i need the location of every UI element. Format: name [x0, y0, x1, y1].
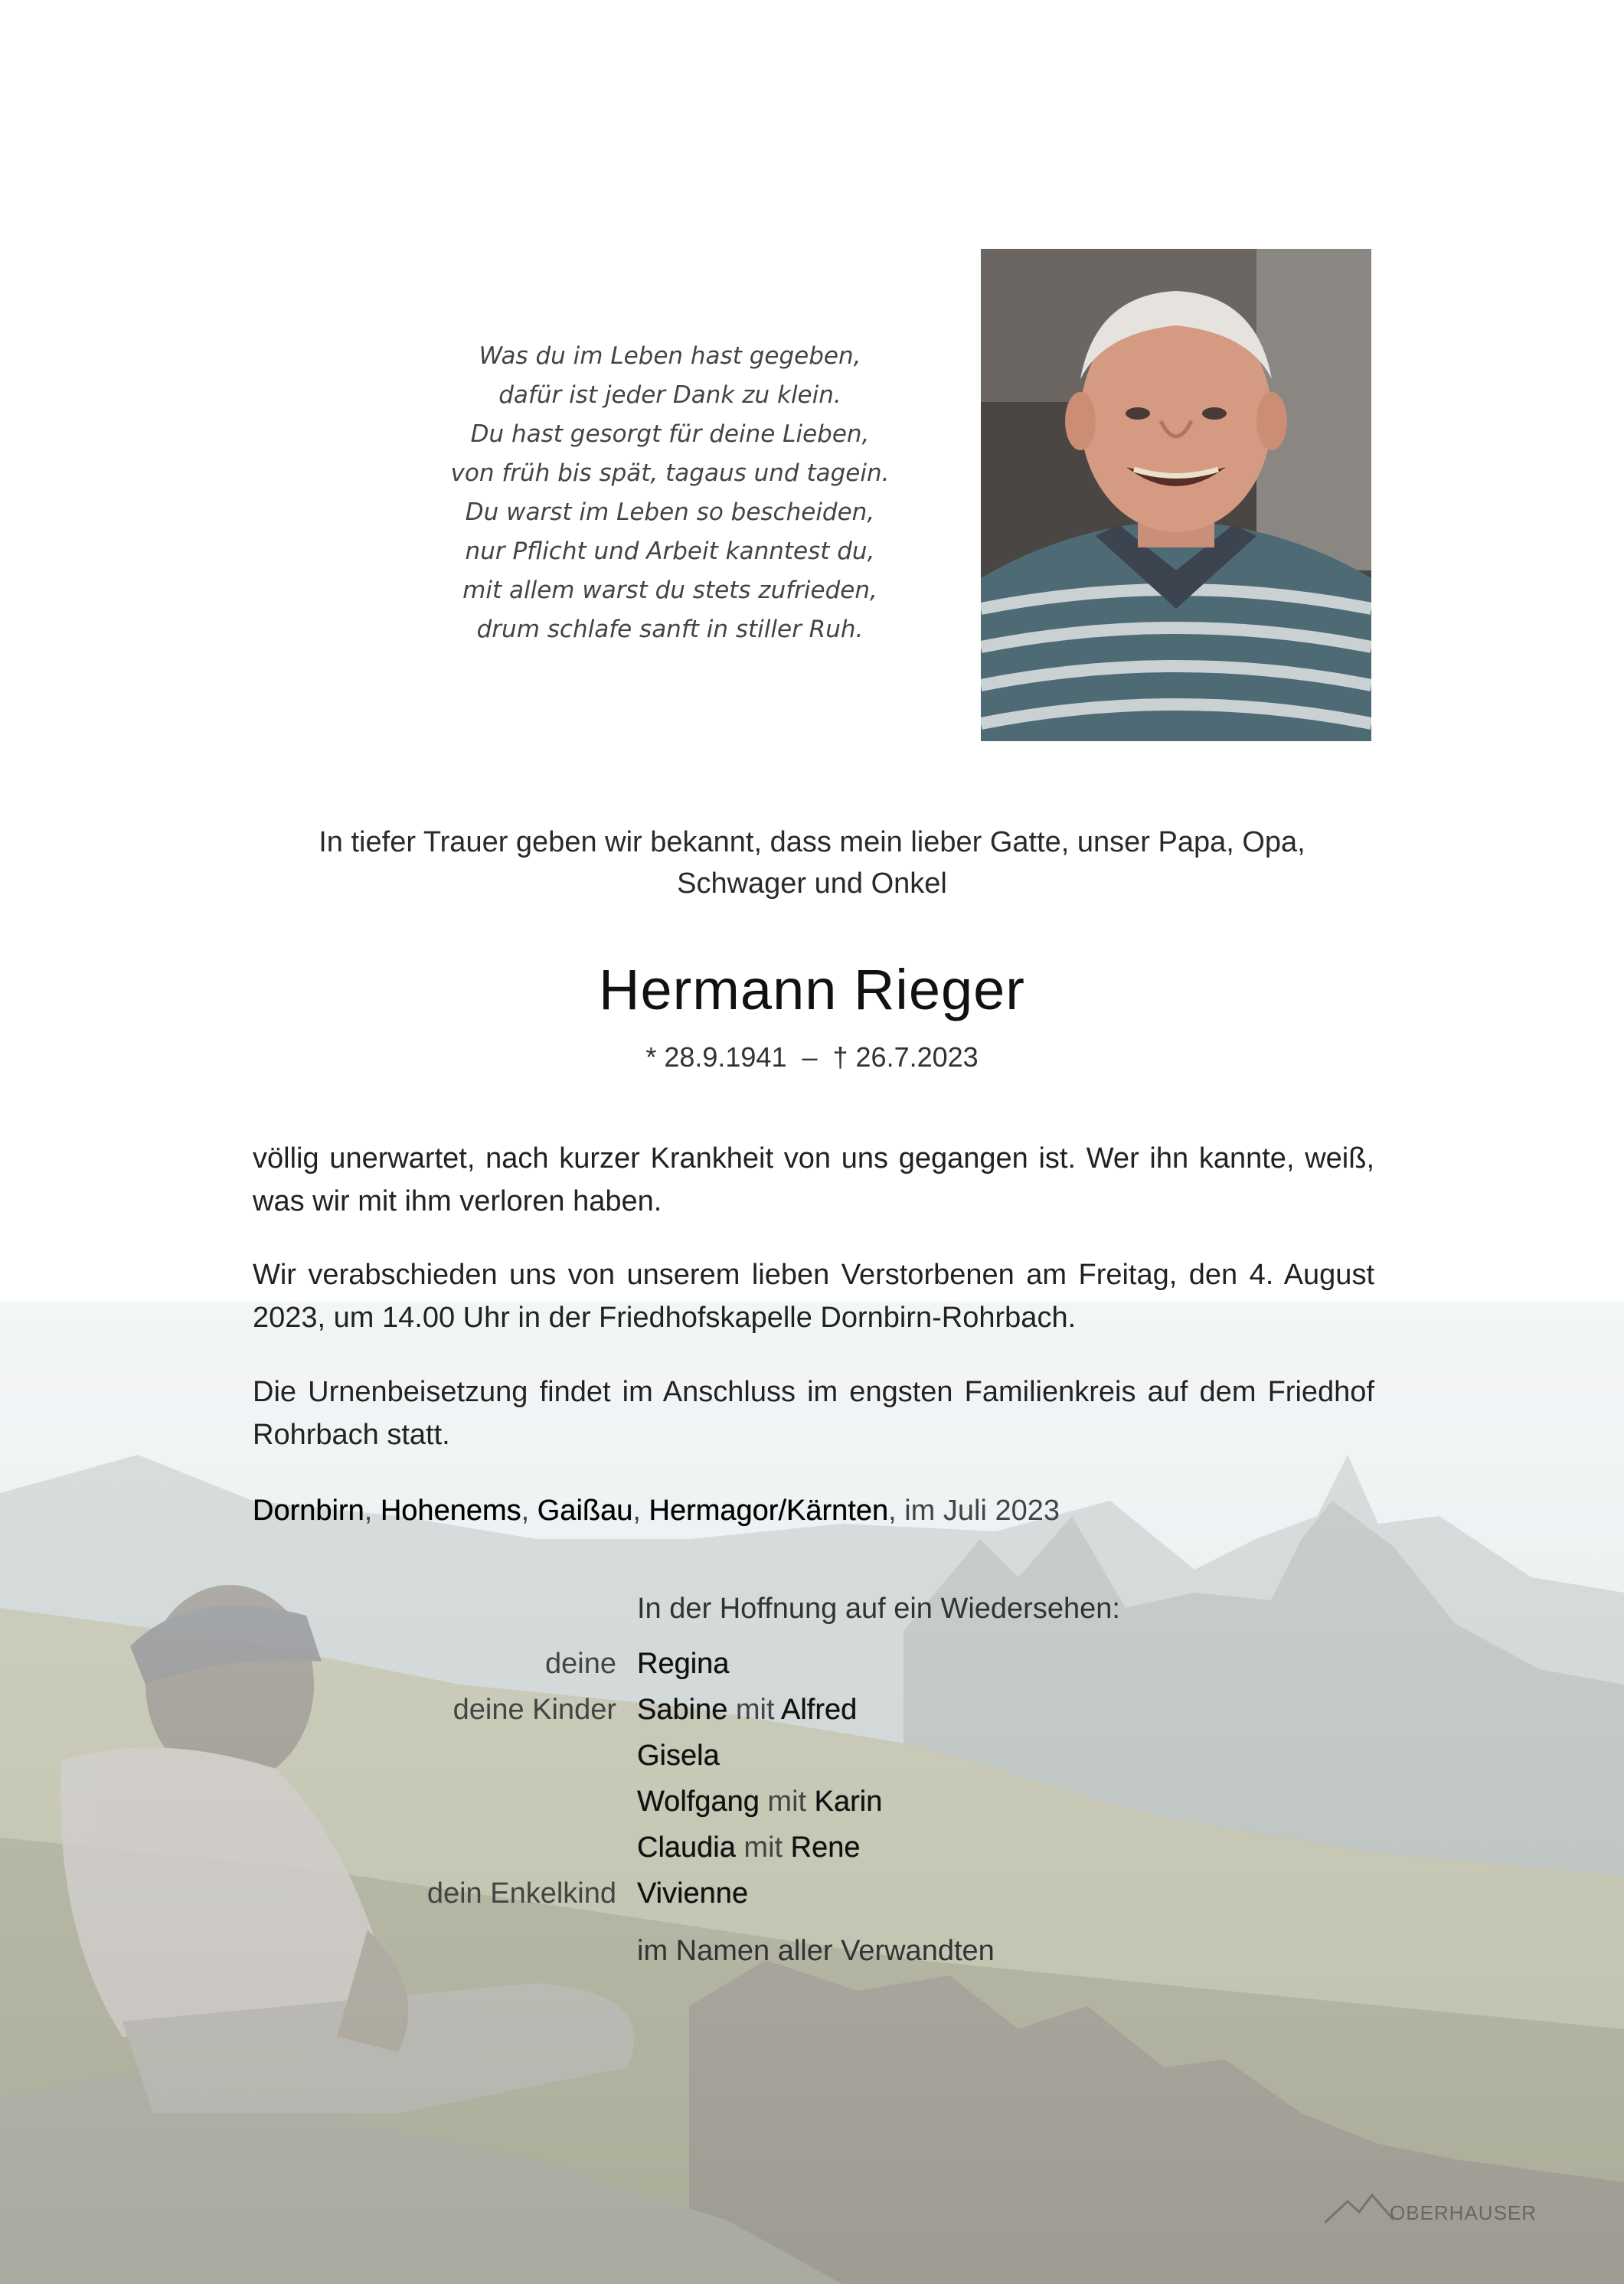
intro-line: In tiefer Trauer geben wir bekannt, dass mein lieber Gatte, unser Papa, Opa, [319, 826, 1305, 858]
with-word: mit [735, 1831, 791, 1864]
date-text: , im Juli 2023 [888, 1495, 1060, 1527]
body-paragraph-burial: Die Urnenbeisetzung findet im Anschluss im engsten Familienkreis auf dem Friedhof Rohrbach statt. [253, 1376, 1374, 1451]
member-name: Claudia [637, 1831, 736, 1864]
portrait-photo [981, 249, 1371, 741]
member-name: Wolfgang [637, 1786, 760, 1818]
poem-line: Du warst im Leben so bescheiden, [465, 498, 875, 526]
place-name: Hohenems [380, 1495, 521, 1527]
member-name: Regina [637, 1648, 730, 1680]
with-word: mit [759, 1786, 815, 1818]
family-member [637, 1694, 857, 1727]
poem-line: mit allem warst du stets zufrieden, [462, 577, 877, 604]
family-member [637, 1740, 720, 1773]
intro-line: Schwager und Onkel [677, 868, 947, 900]
with-word: mit [727, 1694, 782, 1726]
places-and-date [253, 1495, 1060, 1528]
logo-text: OBERHAUSER [1390, 2201, 1537, 2224]
announcement-intro [230, 822, 1394, 904]
body-paragraph-death: völlig unerwartet, nach kurzer Krankheit von uns gegangen ist. Wer ihn kannte, weiß, was wir mit ihm verloren haben. [253, 1142, 1374, 1217]
member-name: Vivienne [637, 1877, 749, 1910]
separator: , [632, 1495, 649, 1527]
family-member [637, 1831, 861, 1864]
poem-line: von früh bis spät, tagaus und tagein. [450, 459, 890, 487]
member-name: Sabine [637, 1694, 728, 1726]
poem-line: nur Pflicht und Arbeit kanntest du, [465, 538, 875, 565]
poem-line: drum schlafe sanft in stiller Ruh. [476, 616, 864, 643]
family-member [637, 1877, 748, 1910]
deceased-name: Hermann Rieger [599, 958, 1025, 1021]
memorial-poem [425, 337, 915, 649]
mountain-logo-icon [1325, 2186, 1394, 2232]
relation-grandchild: dein Enkelkind [426, 1877, 616, 1910]
closing-line: im Namen aller Verwandten [637, 1935, 995, 1967]
body-paragraph-farewell: Wir verabschieden uns von unserem lieben Verstorbenen am Freitag, den 4. August 2023, um 14.00 Uhr in der Friedhofskapelle Dornbirn-Rohrbach. [253, 1259, 1374, 1334]
poem-line: Was du im Leben hast gegeben, [479, 342, 861, 370]
place-name: Gaißau [537, 1495, 633, 1527]
separator: , [521, 1495, 538, 1527]
separator: , [364, 1495, 381, 1527]
poem-line: dafür ist jeder Dank zu klein. [498, 381, 841, 409]
funeral-home-logo [1325, 2186, 1577, 2232]
relation-wife: deine [545, 1648, 616, 1680]
family-member [637, 1786, 882, 1818]
member-name: Karin [814, 1786, 883, 1818]
member-name: Gisela [637, 1740, 720, 1772]
member-name: Alfred [781, 1694, 858, 1726]
member-name: Rene [790, 1831, 861, 1864]
relation-children: deine Kinder [453, 1694, 616, 1726]
family-member [637, 1648, 729, 1681]
poem-line: Du hast gesorgt für deine Lieben, [470, 420, 870, 448]
place-name: Dornbirn [253, 1495, 364, 1527]
place-name: Hermagor/Kärnten [649, 1495, 889, 1527]
hope-line: In der Hoffnung auf ein Wiedersehen: [637, 1593, 1120, 1625]
life-dates: * 28.9.1941 – † 26.7.2023 [645, 1041, 979, 1073]
